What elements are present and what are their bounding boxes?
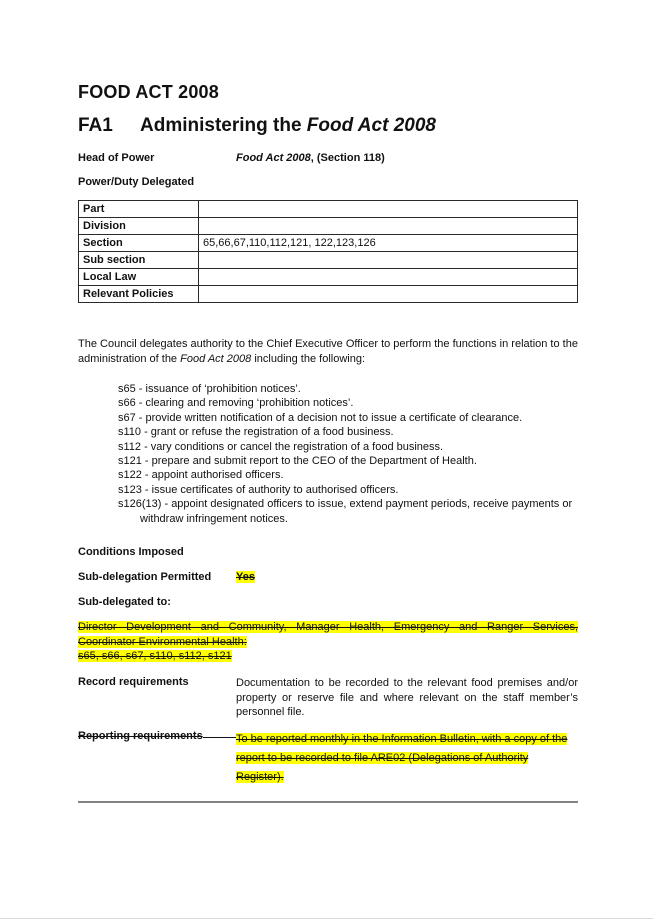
section-title [140,115,436,137]
strikethrough-connector-line [203,737,236,738]
table-row-label: Sub section [79,252,199,269]
reporting-requirements-text [236,730,578,787]
table-row [79,218,578,235]
table-row-label: Section [79,235,199,252]
sub-delegated-roles-text: Director Development and Community, Manager Health, Emergency and Ranger Services, Coordinator Environmental Health: [78,621,578,648]
table-row-value [199,252,578,269]
list-item: s110 - grant or refuse the registration of a food business. [118,426,394,439]
table-row-value [199,286,578,303]
reporting-requirements-label [78,730,236,787]
record-requirements-label [78,676,236,719]
page-bottom-edge [0,918,653,919]
delegation-paragraph-act: Food Act 2008 [180,352,252,365]
section-title-act: Food Act 2008 [306,115,436,136]
head-of-power-rest: , (Section 118) [310,152,385,164]
table-row-label: Local Law [79,269,199,286]
head-of-power-label: Head of Power [78,152,155,164]
section-heading [78,115,578,137]
list-item: s65 - issuance of ‘prohibition notices’. [118,383,301,396]
document-title: FOOD ACT 2008 [78,82,219,102]
sub-delegation-permitted-value: Yes [236,571,255,584]
record-requirements-label-text: Record requirements [78,676,189,689]
section-title-prefix: Administering the [140,115,307,136]
sub-delegation-permitted-label: Sub-delegation Permitted [78,571,212,584]
delegation-table [78,200,578,303]
record-requirements-text: Documentation to be recorded to the relevant food premises and/or property or reserve file and where relevant on the staff member’s personnel file. [236,677,578,718]
table-row-value [199,269,578,286]
section-end-rule [78,801,578,803]
reporting-requirements-row [78,730,578,787]
table-row-label: Relevant Policies [79,286,199,303]
sub-delegated-sections-line [78,649,578,663]
sub-delegated-block [78,620,578,663]
sub-delegated-sections-text: s65, s66, s67, s110, s112, s121 [78,649,232,662]
table-row-label: Division [79,218,199,235]
table-row [79,201,578,218]
table-row [79,252,578,269]
table-row-label: Part [79,201,199,218]
conditions-imposed-label: Conditions Imposed [78,546,184,559]
list-item: s122 - appoint authorised officers. [118,469,284,482]
power-duty-delegated-label: Power/Duty Delegated [78,176,195,188]
list-item: s123 - issue certificates of authority to authorised officers. [118,483,399,496]
table-row-value [199,201,578,218]
delegation-paragraph-part2: including the following: [251,352,366,365]
delegation-paragraph-part1: The Council delegates authority to the Chief Executive Officer to perform the functions in relation to the administration of the [78,338,578,365]
head-of-power-value [236,152,385,164]
record-requirements-row [78,676,578,719]
table-row-value: 65,66,67,110,112,121, 122,123,126 [199,235,578,252]
head-of-power-row [78,152,578,164]
section-code: FA1 [78,115,113,136]
list-item: s112 - vary conditions or cancel the registration of a food business. [118,440,444,453]
list-item: s121 - prepare and submit report to the CEO of the Department of Health. [118,455,477,468]
sub-delegated-to-label: Sub-delegated to: [78,596,171,609]
table-row-value [199,218,578,235]
sub-delegation-permitted-row [78,571,578,583]
list-item: s67 - provide written notification of a decision not to issue a certificate of clearance. [118,411,523,424]
list-item: s126(13) - appoint designated officers to issue, extend payment periods, receive payments or withdraw infringement notices. [118,498,573,525]
delegation-paragraph [78,337,578,366]
table-row [79,235,578,252]
reporting-requirements-label-text: Reporting requirements [78,730,203,743]
table-row [79,286,578,303]
reporting-requirements-text-highlight: To be reported monthly in the Information Bulletin, with a copy of the report to be recorded to file ARE02 (Delegations of Authority Register). [236,733,568,784]
head-of-power-act: Food Act 2008 [236,152,311,164]
table-row [79,269,578,286]
list-item: s66 - clearing and removing ‘prohibition notices’. [118,397,354,410]
sub-delegated-roles-line [78,620,578,649]
delegated-functions-list [118,382,578,526]
